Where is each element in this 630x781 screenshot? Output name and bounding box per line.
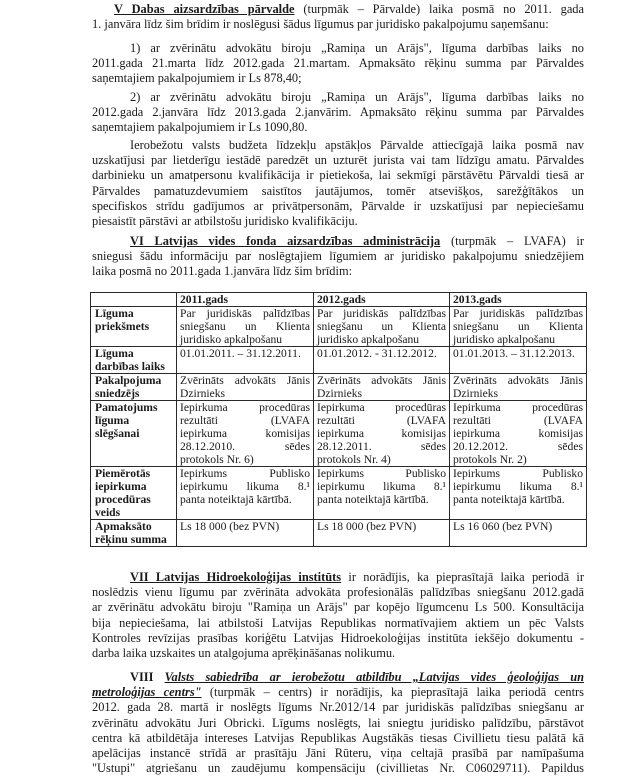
row-label-line: Piemērotās: [95, 467, 151, 480]
cell-line: Dzirnieks: [453, 387, 499, 400]
row-label-line: Pakalpojuma: [95, 374, 162, 387]
row-label-line: Pamatojums: [95, 401, 158, 414]
cell-line: Ls 18 000 (bez PVN): [317, 520, 417, 533]
section-v-line: 2011.gada 21.marta līdz 2012.gada 21.martam. Apmaksāto rēķinu summa par Pārvaldes: [92, 56, 584, 71]
cell-line: rezultāti (LVAFA: [180, 414, 310, 427]
row-label: [91, 347, 177, 374]
section-viii-line: zvērinātu advokātu Juri Obricki. Līgums noslēgts, lai sniegtu juridisko palīdzību, pārstāvot: [92, 715, 584, 730]
row-label-line: priekšmets: [95, 320, 150, 333]
section-v: [92, 2, 584, 32]
section-viii-heading-prefix: VIII: [130, 670, 165, 684]
cell-line: iepirkumu likuma 8.¹: [317, 480, 446, 493]
table-header-row: [91, 293, 587, 307]
cell-line: Ls 16 060 (bez PVN): [453, 520, 553, 533]
cell-line: panta noteiktajā kārtībā.: [317, 493, 429, 506]
table-cell: [450, 347, 587, 374]
section-vii-line: Kontroles revīzijas prasības koriģētu Latvijas Hidroekoloģijas institūta iekšējo dokumentu -: [92, 630, 584, 645]
cell-line: sniegšanu un Klienta: [453, 320, 583, 333]
section-v-line: Pārvaldes pamatuzdevumiem saistītos jautājumos, tomēr atsevišķos, sarežģītākos un: [92, 183, 584, 198]
section-v-line: uzskatījusi par lietderīgu iestādē paredzēt un uzturēt jurista vai tam līdzīgu amatu. Pārvaldes: [92, 153, 584, 168]
row-label-line: Apmaksāto: [95, 520, 152, 533]
cell-line: Zvērināts advokāts Jānis: [453, 374, 583, 387]
cell-line: iepirkuma komisijas: [453, 427, 583, 440]
section-v-item-2: [92, 90, 584, 136]
row-label-line: Līguma: [95, 347, 134, 360]
row-label: [91, 520, 177, 547]
table-cell: [314, 520, 450, 547]
section-v-line: 2) ar zvērinātu advokātu biroju „Ramiņa un Arājs", līguma darbības laiks no: [130, 90, 584, 104]
section-vii-line: darba laika uzskaites un atalgojuma aprēķināšanas nolikumu.: [92, 646, 396, 661]
table-cell: [450, 401, 587, 467]
cell-line: rezultāti (LVAFA: [453, 414, 583, 427]
section-v-line: 2012.gada 2.janvāra līdz 2013.gada 2.janvārim. Apmaksāto rēķinu summa par Pārvaldes: [92, 105, 584, 120]
section-vi-line: (turpmāk – LVAFA) ir: [440, 234, 584, 248]
cell-line: Zvērināts advokāts Jānis: [180, 374, 310, 387]
row-label: [91, 401, 177, 467]
table-cell: [177, 347, 314, 374]
row-label-line: rēķinu summa: [95, 533, 167, 546]
row-label-line: darbības laiks: [95, 360, 165, 373]
section-v-line: specifiskos strīdu gadījumos ar privātpersonām, Pārvalde ir uzskatījusi par nepieciešamu: [92, 198, 584, 213]
table-cell: [314, 374, 450, 401]
table-row: [91, 307, 587, 347]
cell-line: Iepirkuma procedūras: [180, 401, 310, 414]
table-header-cell: 2011.gads: [177, 293, 314, 307]
cell-line: Par juridiskās palīdzības: [317, 307, 446, 320]
section-vii-line: ar zvērinātu advokātu biroju "Ramiņa un Arājs" par kopējo līgumcenu Ls 500. Konsultācija: [92, 600, 584, 615]
cell-line: panta noteiktajā kārtībā.: [453, 493, 565, 506]
section-v-line: Ierobežotu valsts budžeta līdzekļu apstākļos Pārvalde attiecīgajā laika posmā nav: [130, 138, 584, 152]
cell-line: Iepirkuma procedūras: [317, 401, 446, 414]
table-row: [91, 401, 587, 467]
row-label: [91, 307, 177, 347]
row-label: [91, 374, 177, 401]
cell-line: rezultāti (LVAFA: [317, 414, 446, 427]
section-v-heading: V Dabas aizsardzības pārvalde: [114, 2, 295, 16]
table-cell: [177, 307, 314, 347]
row-label-line: iepirkuma: [95, 480, 147, 493]
section-viii-line: 2012. gada 28. martā ir noslēgts līgums Nr.2012/14 par juridiskās palīdzības sniegšanu ar: [92, 700, 584, 715]
table-body: [91, 307, 587, 547]
cell-line: Iepirkums Publisko: [180, 467, 310, 480]
section-viii-line: centra kā atbildētāja intereses Latvijas Republikas Augstākās tiesas Civillietu tiesu palātā kā: [92, 730, 584, 745]
cell-line: sniegšanu un Klienta: [180, 320, 310, 333]
row-label: [91, 467, 177, 520]
section-vii-heading: VII Latvijas Hidroekoloģijas institūts: [130, 570, 342, 584]
cell-line: Iepirkums Publisko: [317, 467, 446, 480]
row-label-line: līguma: [95, 414, 130, 427]
table-cell: [450, 520, 587, 547]
cell-line: 01.01.2011. – 31.12.2011.: [180, 347, 301, 360]
section-viii: [92, 670, 584, 776]
cell-line: 01.01.2012. - 31.12.2012.: [317, 347, 437, 360]
table-row: [91, 467, 587, 520]
table-cell: [177, 520, 314, 547]
cell-line: sniegšanu un Klienta: [317, 320, 446, 333]
cell-line: protokols Nr. 2): [453, 453, 527, 466]
section-vii-line: ir norādījis, ka pieprasītajā laika periodā ir: [341, 570, 584, 584]
cell-line: iepirkuma komisijas: [317, 427, 446, 440]
section-v-explanation: [92, 138, 584, 229]
table-cell: [314, 401, 450, 467]
table-cell: [450, 307, 587, 347]
table-header-cell: 2012.gads: [314, 293, 450, 307]
cell-line: Zvērināts advokāts Jānis: [317, 374, 446, 387]
section-viii-line: "Ustupi" atgriešanu un zaudējumu kompensāciju (civillietas Nr. C06029711). Papildus: [92, 761, 584, 776]
cell-line: juridisko apkalpošanu: [180, 333, 283, 346]
table-cell: [314, 307, 450, 347]
row-label-line: slēgšanai: [95, 427, 140, 440]
section-vi: [92, 234, 584, 280]
cell-line: juridisko apkalpošanu: [317, 333, 420, 346]
section-v-line: darbinieku un amatpersonu kvalifikācija ir pietiekoša, lai sekmīgi pārstāvētu Pārvaldi tiesā ar: [92, 168, 584, 183]
cell-line: Iepirkuma procedūras: [453, 401, 583, 414]
table-cell: [177, 401, 314, 467]
table-header-cell: 2013.gads: [450, 293, 587, 307]
row-label-line: procedūras: [95, 493, 151, 506]
contracts-table: [90, 292, 587, 547]
cell-line: Par juridiskās palīdzības: [180, 307, 310, 320]
section-vii: [92, 570, 584, 661]
section-viii-line: apelācijas instancē strīdā ar prasītāju Jāni Rūteru, viņa celtajā prasībā par namīpašuma: [92, 746, 584, 761]
cell-line: protokols Nr. 6): [180, 453, 254, 466]
cell-line: Dzirnieks: [180, 387, 226, 400]
section-viii-heading: Valsts sabiedrība ar ierobežotu atbildību „Latvijas vides ģeoloģijas un: [164, 670, 584, 684]
cell-line: Iepirkums Publisko: [453, 467, 583, 480]
cell-line: 01.01.2013. – 31.12.2013.: [453, 347, 575, 360]
cell-line: juridisko apkalpošanu: [453, 333, 556, 346]
table-cell: [450, 374, 587, 401]
table-cell: [177, 374, 314, 401]
row-label-line: Līguma: [95, 307, 134, 320]
table-header-cell: [91, 293, 177, 307]
table-cell: [314, 347, 450, 374]
table-cell: [314, 467, 450, 520]
section-vi-line: sniegusi šādu informāciju par noslēgtajiem līgumiem ar juridisko pakalpojumu sniedzējiem: [92, 249, 584, 264]
section-vii-line: bija nepieciešama, lai atbilstoši Latvijas Republikas normatīvajiem aktiem un pēc Valsts: [92, 615, 584, 630]
section-v-line: 1) ar zvērinātu advokātu biroju „Ramiņa un Arājs", līguma darbības laiks no: [130, 41, 584, 55]
cell-line: protokols Nr. 4): [317, 453, 391, 466]
section-viii-heading-line2: metroloģijas centrs": [92, 685, 202, 700]
section-v-line: (turpmāk – Pārvalde) laika posmā no 2011. gada: [294, 2, 585, 16]
cell-line: iepirkumu likuma 8.¹: [453, 480, 583, 493]
section-v-line: saņemtajiem pakalpojumiem ir Ls 878,40;: [92, 71, 302, 86]
section-viii-line: (turpmāk – centrs) ir norādījis, ka pieprasītajā laika periodā centrs: [201, 685, 584, 700]
section-v-line: 1. janvāra līdz šim brīdim ir noslēgusi šādus līgumus par juridisko pakalpojumu saņemšanu:: [92, 17, 549, 32]
cell-line: 28.12.2010. sēdes: [180, 440, 310, 453]
cell-line: Par juridiskās palīdzības: [453, 307, 583, 320]
row-label-line: sniedzējs: [95, 387, 140, 400]
cell-line: iepirkumu likuma 8.¹: [180, 480, 310, 493]
table-cell: [450, 467, 587, 520]
section-v-line: piesaistīt pārstāvi ar atbilstošu juridisko kvalifikāciju.: [92, 214, 358, 229]
table-row: [91, 374, 587, 401]
cell-line: iepirkuma komisijas: [180, 427, 310, 440]
cell-line: 20.12.2012. sēdes: [453, 440, 583, 453]
table-row: [91, 520, 587, 547]
section-v-item-1: [92, 41, 584, 87]
row-label-line: veids: [95, 506, 121, 519]
cell-line: panta noteiktajā kārtībā.: [180, 493, 292, 506]
section-vi-heading: VI Latvijas vides fonda aizsardzības administrācija: [130, 234, 441, 248]
cell-line: 28.12.2011. sēdes: [317, 440, 446, 453]
table-row: [91, 347, 587, 374]
section-vii-line: noslēdzis vienu līgumu par zvērināta advokāta profesionālās palīdzības sniegšanu 2012.gadā: [92, 585, 584, 600]
table-cell: [177, 467, 314, 520]
cell-line: Dzirnieks: [317, 387, 363, 400]
cell-line: Ls 18 000 (bez PVN): [180, 520, 280, 533]
section-v-line: saņemtajiem pakalpojumiem ir Ls 1090,80.: [92, 120, 308, 135]
section-vi-line: laika posmā no 2011.gada 1.janvāra līdz šim brīdim:: [92, 264, 353, 279]
